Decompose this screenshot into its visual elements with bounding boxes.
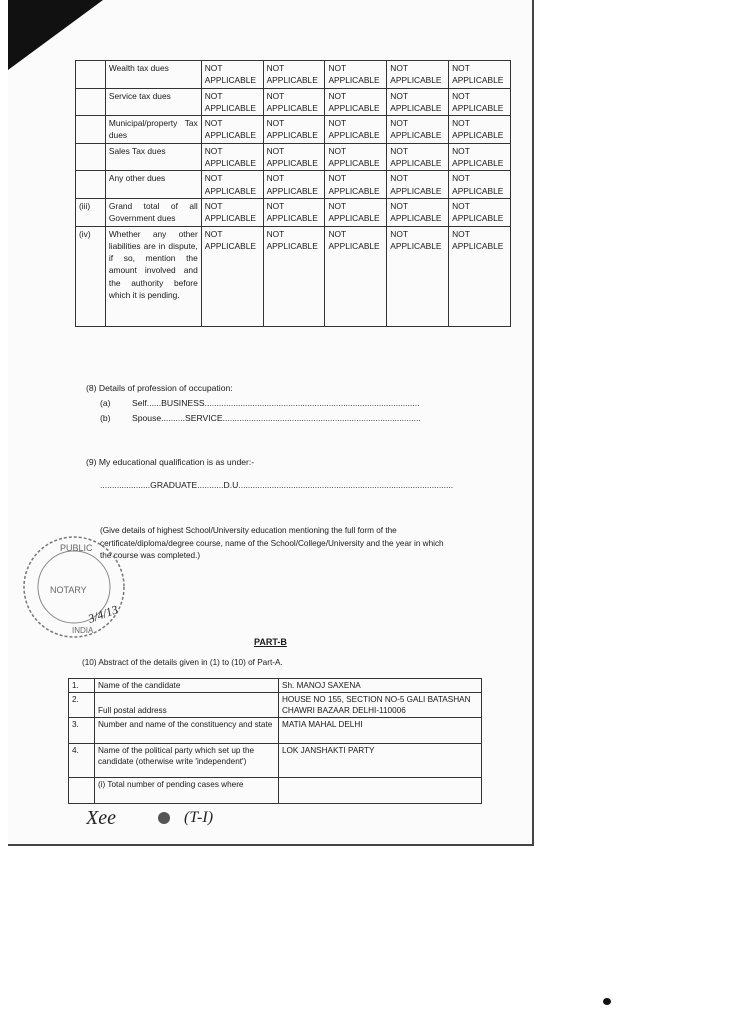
liabilities-row — [76, 198, 511, 226]
part-b-value: HOUSE NO 155, SECTION NO-5 GALI BATASHAN CHAWRI BAZAAR DELHI-110006 — [279, 693, 482, 718]
liabilities-row — [76, 171, 511, 199]
row-value: NOT APPLICABLE — [201, 143, 263, 171]
row-value: NOT APPLICABLE — [387, 116, 449, 144]
row-value: NOT APPLICABLE — [263, 61, 325, 89]
signature-text-2: (T-I) — [184, 809, 214, 826]
section9-note-3: the course was completed.) — [100, 551, 201, 560]
liabilities-row — [76, 88, 511, 116]
part-b-label: Name of the candidate — [95, 679, 279, 693]
signature-text: Xee — [86, 807, 116, 829]
section8-b-text: Spouse..........SERVICE................................................................................... — [132, 413, 421, 423]
row-value: NOT APPLICABLE — [263, 116, 325, 144]
liabilities-row — [76, 61, 511, 89]
liabilities-row — [76, 116, 511, 144]
row-label: Service tax dues — [105, 88, 201, 116]
stamp-text-bottom: INDIA — [72, 626, 94, 635]
row-value: NOT APPLICABLE — [387, 61, 449, 89]
row-value: NOT APPLICABLE — [325, 116, 387, 144]
section9-note-2: certificate/diploma/degree course, name of the School/College/University and the year in which — [100, 539, 444, 548]
row-value: NOT APPLICABLE — [263, 171, 325, 199]
section8-a-label: (a) — [100, 398, 111, 408]
row-value: NOT APPLICABLE — [387, 226, 449, 326]
row-number — [76, 143, 106, 171]
row-number — [76, 88, 106, 116]
row-value: NOT APPLICABLE — [387, 88, 449, 116]
scan-spot — [603, 998, 611, 1005]
notary-stamp — [20, 533, 128, 641]
liabilities-table — [75, 60, 511, 327]
row-number — [76, 171, 106, 199]
stamp-text-mid: NOTARY — [50, 585, 87, 595]
row-value: NOT APPLICABLE — [449, 88, 511, 116]
row-value: NOT APPLICABLE — [387, 171, 449, 199]
row-number: (iii) — [76, 198, 106, 226]
part-b-table — [68, 678, 482, 804]
row-value: NOT APPLICABLE — [201, 198, 263, 226]
row-value: NOT APPLICABLE — [201, 61, 263, 89]
part-b-value: MATIA MAHAL DELHI — [279, 718, 482, 744]
row-value: NOT APPLICABLE — [449, 171, 511, 199]
row-value: NOT APPLICABLE — [325, 61, 387, 89]
part-b-value — [279, 778, 482, 804]
stamp-date: 3/4/13 — [86, 602, 120, 626]
row-value: NOT APPLICABLE — [263, 88, 325, 116]
part-b-value: Sh. MANOJ SAXENA — [279, 679, 482, 693]
part-b-label: Full postal address — [95, 693, 279, 718]
row-label: Any other dues — [105, 171, 201, 199]
row-value: NOT APPLICABLE — [325, 226, 387, 326]
row-value: NOT APPLICABLE — [201, 226, 263, 326]
row-label: Wealth tax dues — [105, 61, 201, 89]
section9-line: .....................GRADUATE...........D.U.......................................................................................... — [100, 480, 454, 490]
liabilities-row — [76, 143, 511, 171]
section8-a-text: Self......BUSINESS.......................................................................................... — [132, 398, 420, 408]
row-number — [76, 61, 106, 89]
part-b-row — [69, 744, 482, 778]
part-b-subtitle: (10) Abstract of the details given in (1) to (10) of Part-A. — [82, 658, 283, 667]
row-value: NOT APPLICABLE — [325, 198, 387, 226]
part-b-num: 1. — [69, 679, 95, 693]
row-value: NOT APPLICABLE — [201, 116, 263, 144]
row-value: NOT APPLICABLE — [449, 143, 511, 171]
row-value: NOT APPLICABLE — [325, 88, 387, 116]
row-value: NOT APPLICABLE — [449, 61, 511, 89]
part-b-num: 3. — [69, 718, 95, 744]
row-value: NOT APPLICABLE — [325, 171, 387, 199]
document-page — [8, 0, 534, 846]
row-value: NOT APPLICABLE — [387, 143, 449, 171]
row-label: Municipal/property Tax dues — [105, 116, 201, 144]
section8-b-label: (b) — [100, 413, 111, 423]
row-value: NOT APPLICABLE — [449, 226, 511, 326]
row-label: Whether any other liabilities are in dispute, if so, mention the amount involved and the authority before which it is pending. — [105, 226, 201, 326]
part-b-label: (i) Total number of pending cases where — [95, 778, 279, 804]
signature-blot — [158, 812, 170, 824]
row-label: Sales Tax dues — [105, 143, 201, 171]
part-b-label: Name of the political party which set up the candidate (otherwise write 'independent') — [95, 744, 279, 778]
row-number: (iv) — [76, 226, 106, 326]
row-value: NOT APPLICABLE — [449, 198, 511, 226]
row-number — [76, 116, 106, 144]
section9-note-1: (Give details of highest School/University education mentioning the full form of the — [100, 526, 397, 535]
part-b-title: PART-B — [254, 637, 287, 647]
part-b-num: 2. — [69, 693, 95, 718]
part-b-row — [69, 718, 482, 744]
section8-heading: (8) Details of profession of occupation: — [86, 383, 233, 393]
row-value: NOT APPLICABLE — [201, 88, 263, 116]
signature — [86, 800, 246, 836]
part-b-num: 4. — [69, 744, 95, 778]
row-value: NOT APPLICABLE — [263, 226, 325, 326]
row-value: NOT APPLICABLE — [201, 171, 263, 199]
row-value: NOT APPLICABLE — [263, 198, 325, 226]
part-b-row — [69, 693, 482, 718]
row-value: NOT APPLICABLE — [325, 143, 387, 171]
row-value: NOT APPLICABLE — [449, 116, 511, 144]
row-value: NOT APPLICABLE — [263, 143, 325, 171]
part-b-label: Number and name of the constituency and state — [95, 718, 279, 744]
section9-heading: (9) My educational qualification is as under:- — [86, 457, 255, 467]
part-b-row — [69, 679, 482, 693]
part-b-value: LOK JANSHAKTI PARTY — [279, 744, 482, 778]
liabilities-row — [76, 226, 511, 326]
row-value: NOT APPLICABLE — [387, 198, 449, 226]
stamp-text-top: PUBLIC — [60, 543, 93, 553]
row-label: Grand total of all Government dues — [105, 198, 201, 226]
